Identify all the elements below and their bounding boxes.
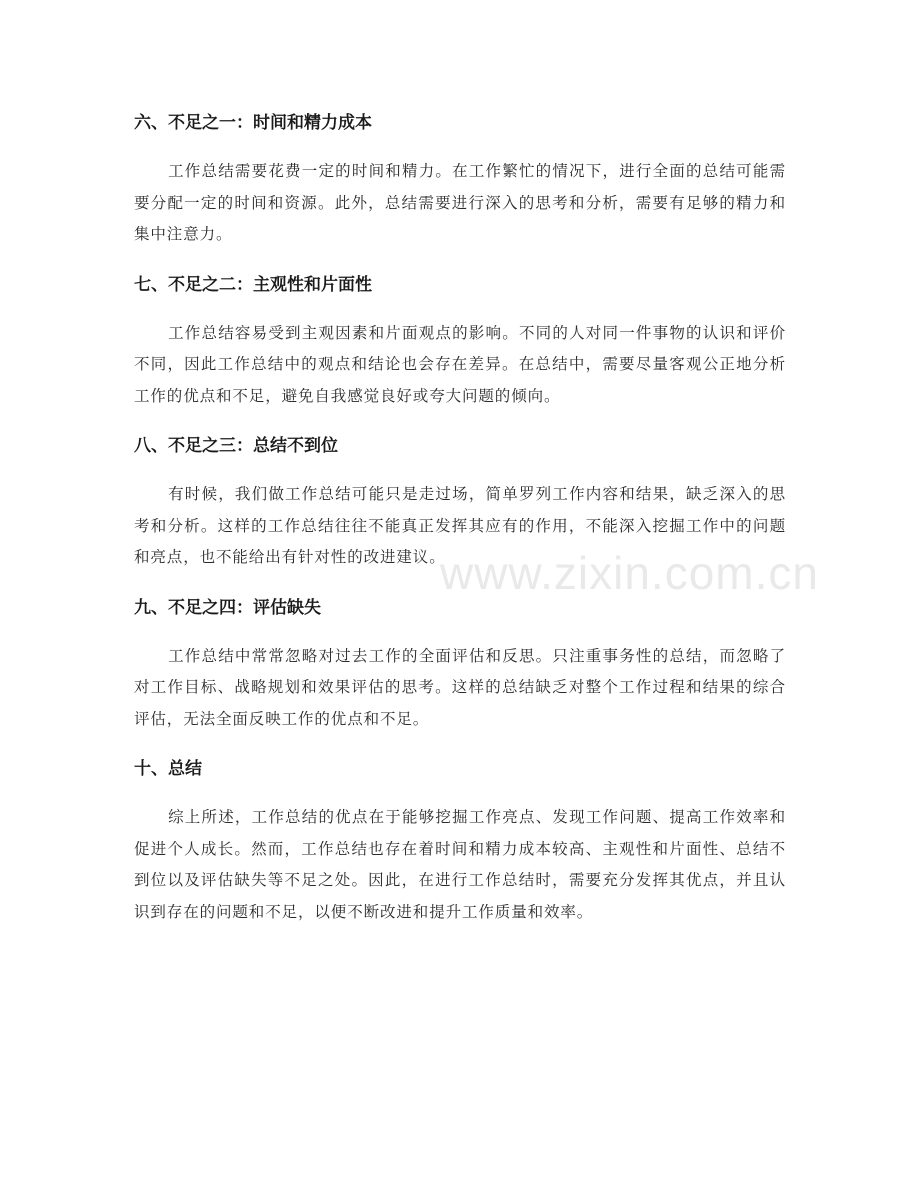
section-heading: 七、不足之二：主观性和片面性: [134, 274, 372, 295]
section-ten: [134, 754, 786, 928]
section-heading: 九、不足之四：评估缺失: [134, 597, 321, 618]
section-eight: [134, 431, 786, 574]
section-heading: 六、不足之一：时间和精力成本: [134, 113, 372, 133]
section-paragraph: 工作总结中常常忽略对过去工作的全面评估和反思。只注重事务性的总结，而忽略了对工作目标、战略规划和效果评估的思考。这样的总结缺乏对整个工作过程和结果的综合评估，无法全面反映工作的优点和不足。: [134, 646, 786, 728]
section-paragraph: 综上所述，工作总结的优点在于能够挖掘工作亮点、发现工作问题、提高工作效率和促进个人成长。然而，工作总结也存在着时间和精力成本较高、主观性和片面性、总结不到位以及评估缺失等不足之处。因此，在进行工作总结时，需要充分发挥其优点，并且认识到存在的问题和不足，以便不断改进和提升工作质量和效率。: [134, 808, 786, 921]
section-paragraph: 工作总结容易受到主观因素和片面观点的影响。不同的人对同一件事物的认识和评价不同，因此工作总结中的观点和结论也会存在差异。在总结中，需要尽量客观公正地分析工作的优点和不足，避免自我感觉良好或夸大问题的倾向。: [134, 323, 786, 405]
section-heading: 八、不足之三：总结不到位: [134, 436, 338, 456]
section-six: [134, 108, 786, 251]
section-nine: [134, 593, 786, 736]
document-body: [134, 108, 786, 947]
section-paragraph: 有时候，我们做工作总结可能只是走过场，简单罗列工作内容和结果，缺乏深入的思考和分析。这样的工作总结往往不能真正发挥其应有的作用，不能深入挖掘工作中的问题和亮点，也不能给出有针对性的改进建议。: [134, 485, 786, 566]
watermark: www.zixin.com.cn: [440, 547, 819, 599]
section-heading: 十、总结: [134, 759, 202, 779]
section-paragraph: 工作总结需要花费一定的时间和精力。在工作繁忙的情况下，进行全面的总结可能需要分配一定的时间和资源。此外，总结需要进行深入的思考和分析，需要有足够的精力和集中注意力。: [134, 162, 786, 243]
section-seven: [134, 270, 786, 413]
